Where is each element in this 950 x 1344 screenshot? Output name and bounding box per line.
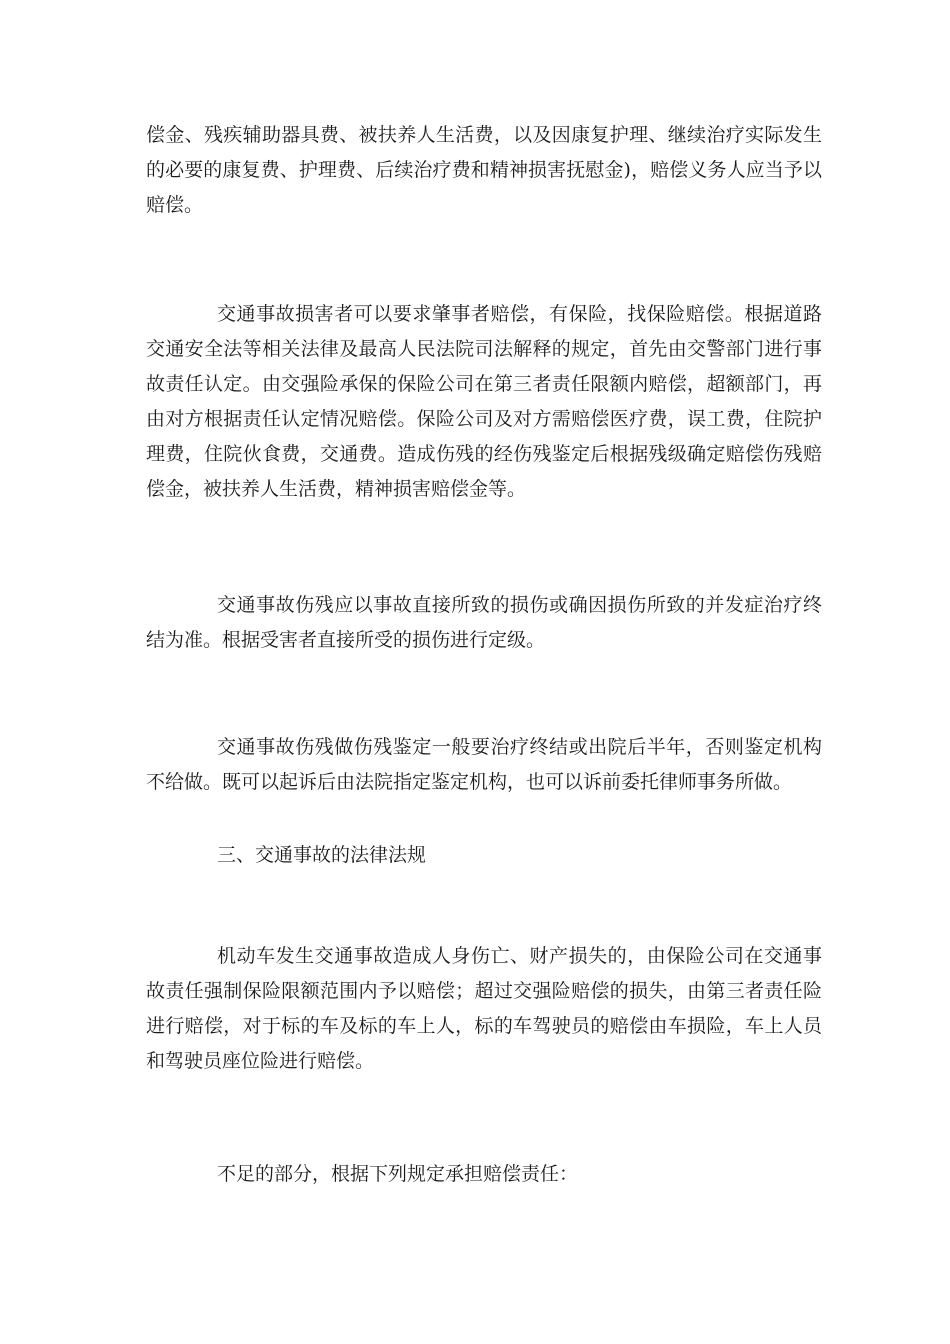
paragraph-insurance-coverage: 机动车发生交通事故造成人身伤亡、财产损失的，由保险公司在交通事故责任强制保险限额范围内予以赔偿；超过交强险赔偿的损失，由第三者责任险进行赔偿，对于标的车及标的车上人，标的车驾驶员的赔偿由车损险，车上人员和驾驶员座位险进行赔偿。 (146, 945, 822, 1072)
paragraph-disability-appraisal: 交通事故伤残做伤残鉴定一般要治疗终结或出院后半年，否则鉴定机构不给做。既可以起诉后由法院指定鉴定机构，也可以诉前委托律师事务所做。 (146, 736, 822, 793)
section-heading-laws: 三、交通事故的法律法规 (217, 844, 427, 866)
paragraph-disability-standard: 交通事故伤残应以事故直接所致的损伤或确因损伤所致的并发症治疗终结为准。根据受害者直接所受的损伤进行定级。 (146, 594, 822, 651)
paragraph-remaining-liability: 不足的部分，根据下列规定承担赔偿责任： (217, 1163, 579, 1185)
paragraph-claim-process: 交通事故损害者可以要求肇事者赔偿，有保险，找保险赔偿。根据道路交通安全法等相关法律及最高人民法院司法解释的规定，首先由交警部门进行事故责任认定。由交强险承保的保险公司在第三者责任限额内赔偿，超额部门，再由对方根据责任认定情况赔偿。保险公司及对方需赔偿医疗费，误工费，住院护理费，住院伙食费，交通费。造成伤残的经伤残鉴定后根据残级确定赔偿伤残赔偿金，被扶养人生活费，精神损害赔偿金等。 (146, 303, 822, 500)
paragraph-compensation-items: 偿金、残疾辅助器具费、被扶养人生活费，以及因康复护理、继续治疗实际发生的必要的康复费、护理费、后续治疗费和精神损害抚慰金)，赔偿义务人应当予以赔偿。 (146, 124, 822, 216)
